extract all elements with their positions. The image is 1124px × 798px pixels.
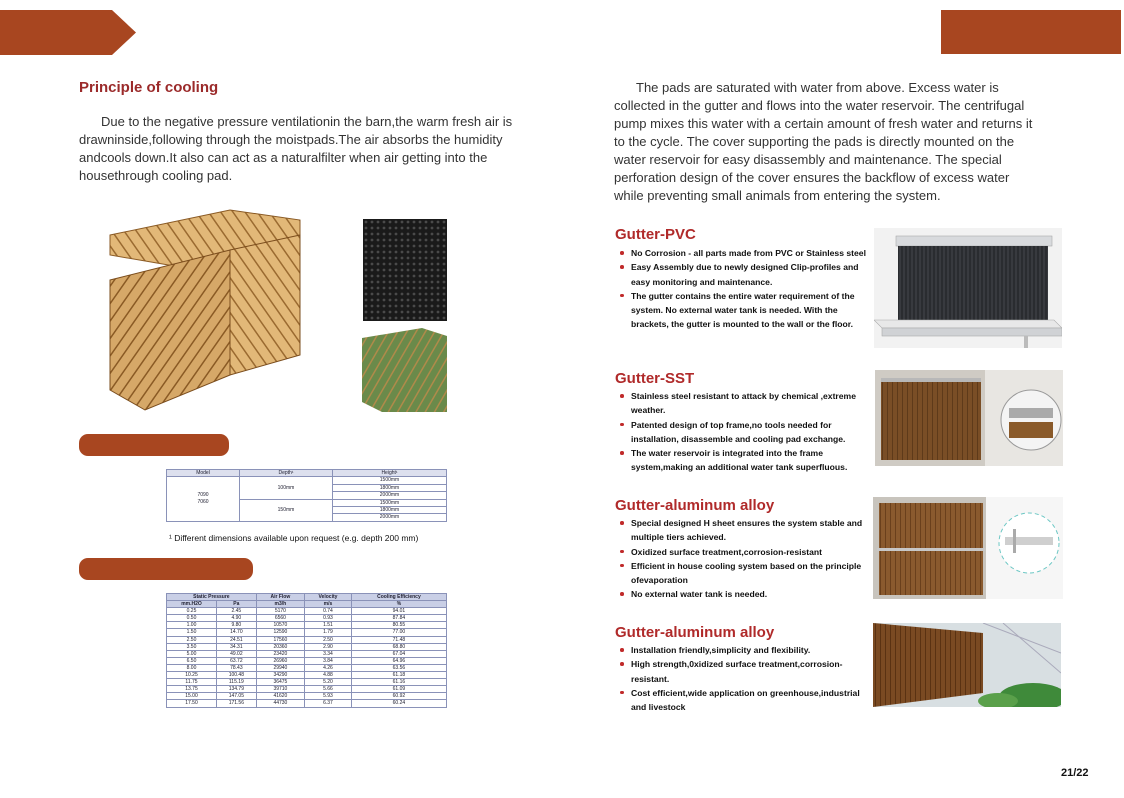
table-row (167, 679, 447, 686)
height-cell: 1500mm (333, 477, 447, 484)
table-cell: 24.51 (217, 636, 257, 643)
table-subheader: m/s (305, 601, 352, 608)
table-cell: 63.56 (351, 664, 446, 671)
table-cell: 6.37 (305, 700, 352, 707)
table-cell: 2.50 (305, 636, 352, 643)
list-item: Oxidized surface treatment,corrosion-resistant (615, 545, 877, 559)
table-cell: 5.20 (305, 679, 352, 686)
performance-table (166, 593, 447, 708)
table-cell: 39710 (256, 686, 304, 693)
table-cell: 78.43 (217, 664, 257, 671)
table-cell: 34290 (256, 672, 304, 679)
list-item: Easy Assembly due to newly designed Clip-profiles and easy monitoring and maintenance. (615, 260, 877, 289)
table-cell: 1.51 (305, 622, 352, 629)
table-cell: 0.25 (167, 608, 217, 615)
table-cell: 3.84 (305, 657, 352, 664)
table-cell: 147.05 (217, 693, 257, 700)
table-cell: 14.70 (217, 629, 257, 636)
left-banner-arrow (0, 10, 136, 55)
section-title-gutter-aluminum-2: Gutter-aluminum alloy (615, 624, 775, 641)
section-title-gutter-pvc: Gutter-PVC (615, 226, 696, 243)
principle-heading: Principle of cooling (79, 79, 219, 96)
table-cell: 17560 (256, 636, 304, 643)
table-cell: 94.01 (351, 608, 446, 615)
list-item: The water reservoir is integrated into the frame system,making an additional water tank superfluous. (615, 446, 877, 475)
spec-label-bar (79, 434, 229, 456)
table-cell: 44730 (256, 700, 304, 707)
table-row (167, 622, 447, 629)
list-item: Stainless steel resistant to attack by chemical ,extreme weather. (615, 389, 877, 418)
table-row (167, 664, 447, 671)
table-cell: 61.16 (351, 679, 446, 686)
gutter-sst-photo (875, 370, 1063, 466)
table-subheader: % (351, 601, 446, 608)
table-cell: 61.18 (351, 672, 446, 679)
table-cell: 5.93 (305, 693, 352, 700)
gutter-pvc-photo (874, 228, 1062, 348)
table-header: Static Pressure (167, 594, 257, 601)
gutter-pvc-bullets (615, 246, 877, 332)
table-header: Air Flow (256, 594, 304, 601)
table-header: Velocity (305, 594, 352, 601)
table-cell: 34.31 (217, 643, 257, 650)
table-cell: 12590 (256, 629, 304, 636)
table-row (167, 686, 447, 693)
page-number: 21/22 (1061, 767, 1089, 779)
table-row (167, 629, 447, 636)
table-cell: 29940 (256, 664, 304, 671)
table-cell: 20360 (256, 643, 304, 650)
table-header: Depth¹ (240, 470, 333, 477)
table-cell: 1.79 (305, 629, 352, 636)
gutter-aluminum-2-bullets (615, 643, 877, 714)
height-cell: 1800mm (333, 507, 447, 514)
table-cell: 13.75 (167, 686, 217, 693)
table-cell: 171.56 (217, 700, 257, 707)
table-cell: 5.00 (167, 650, 217, 657)
list-item: No external water tank is needed. (615, 587, 877, 601)
list-item: Special designed H sheet ensures the system stable and multiple tiers achieved. (615, 516, 877, 545)
table-subheader: m3/h (256, 601, 304, 608)
table-cell: 23420 (256, 650, 304, 657)
green-pad-sample (362, 328, 447, 412)
height-cell: 1800mm (333, 484, 447, 491)
table-cell: 49.02 (217, 650, 257, 657)
table-cell: 6.50 (167, 657, 217, 664)
table-cell: 10.25 (167, 672, 217, 679)
depth-cell: 150mm (240, 499, 333, 521)
table-cell: 9.80 (217, 622, 257, 629)
table-cell: 3.50 (167, 643, 217, 650)
performance-label-bar (79, 558, 253, 580)
table-cell: 4.26 (305, 664, 352, 671)
table-header: Cooling Efficiency (351, 594, 446, 601)
table-row (167, 608, 447, 615)
table-row (167, 657, 447, 664)
model-spec-table (166, 469, 447, 522)
cooling-pad-illustration (105, 205, 305, 415)
table-cell: 77.00 (351, 629, 446, 636)
table-cell: 5170 (256, 608, 304, 615)
table-subheader: mm.H2O (167, 601, 217, 608)
table-cell: 3.34 (305, 650, 352, 657)
table-cell: 26960 (256, 657, 304, 664)
table-cell: 87.84 (351, 615, 446, 622)
list-item: Efficient in house cooling system based on the principle ofevaporation (615, 559, 877, 588)
section-title-gutter-aluminum: Gutter-aluminum alloy (615, 497, 775, 514)
table-cell: 67.04 (351, 650, 446, 657)
table-cell: 41620 (256, 693, 304, 700)
table-cell: 60.92 (351, 693, 446, 700)
table-cell: 2.45 (217, 608, 257, 615)
table-cell: 68.80 (351, 643, 446, 650)
list-item: High strength,0xidized surface treatment,corrosion-resistant. (615, 657, 877, 686)
list-item: Cost efficient,wide application on greenhouse,industrial and livestock (615, 686, 877, 715)
table-cell: 6560 (256, 615, 304, 622)
depth-cell: 100mm (240, 477, 333, 499)
table-cell: 36475 (256, 679, 304, 686)
table-row (167, 615, 447, 622)
table-cell: 2.90 (305, 643, 352, 650)
table-subheader: Pa (217, 601, 257, 608)
table-cell: 0.74 (305, 608, 352, 615)
gutter-sst-bullets (615, 389, 877, 475)
table-cell: 2.50 (167, 636, 217, 643)
table-cell: 60.24 (351, 700, 446, 707)
table-header: Height¹ (333, 470, 447, 477)
table-header: Model (167, 470, 240, 477)
table-row (167, 643, 447, 650)
height-cell: 2000mm (333, 514, 447, 521)
greenhouse-photo (873, 623, 1061, 707)
table-row (167, 672, 447, 679)
list-item: Patented design of top frame,no tools needed for installation, disassemble and cooling pad exchange. (615, 418, 877, 447)
table-cell: 1.50 (167, 629, 217, 636)
list-item: The gutter contains the entire water requirement of the system. No external water tank is needed. With the brackets, the gutter is mounted to the wall or the floor. (615, 289, 877, 332)
table-cell: 80.55 (351, 622, 446, 629)
table-cell: 17.50 (167, 700, 217, 707)
table-cell: 15.00 (167, 693, 217, 700)
table-row (167, 693, 447, 700)
dimensions-footnote: ¹ Different dimensions available upon request (e.g. depth 200 mm) (169, 533, 419, 543)
table-cell: 0.93 (305, 615, 352, 622)
list-item: Installation friendly,simplicity and flexibility. (615, 643, 877, 657)
table-cell: 61.09 (351, 686, 446, 693)
list-item: No Corrosion - all parts made from PVC or Stainless steel (615, 246, 877, 260)
model-cell: 7090 7060 (167, 477, 240, 521)
height-cell: 1500mm (333, 499, 447, 506)
table-cell: 71.48 (351, 636, 446, 643)
table-cell: 1.00 (167, 622, 217, 629)
black-pad-sample (363, 219, 447, 321)
gutter-aluminum-photo (873, 497, 1063, 599)
table-cell: 115.19 (217, 679, 257, 686)
table-cell: 134.79 (217, 686, 257, 693)
principle-text: Due to the negative pressure ventilationin the barn,the warm fresh air is drawninside,following through the moistpads.The air absorbs the humidity andcools down.It also can act as a naturalfilter when air getting into the housethrough cooling pad. (79, 114, 513, 183)
table-cell: 11.75 (167, 679, 217, 686)
table-cell: 0.50 (167, 615, 217, 622)
right-banner (941, 10, 1121, 54)
table-cell: 100.48 (217, 672, 257, 679)
table-row (167, 650, 447, 657)
pads-description: The pads are saturated with water from above. Excess water is collected in the gutter and flows into the water reservoir. The centrifugal pump mixes this water with a certain amount of fresh water and returns it to the cycle. The cover supporting the pads is directly mounted on the water reservoir for easy disassembly and maintenance. The special perforation design of the cover ensures the backflow of excess water while preventing small animals from entering the system. (614, 80, 1033, 203)
table-row (167, 636, 447, 643)
table-cell: 64.96 (351, 657, 446, 664)
table-cell: 8.00 (167, 664, 217, 671)
table-cell: 63.72 (217, 657, 257, 664)
table-row (167, 700, 447, 707)
table-cell: 5.66 (305, 686, 352, 693)
table-cell: 4.90 (217, 615, 257, 622)
height-cell: 2000mm (333, 492, 447, 499)
gutter-aluminum-bullets (615, 516, 877, 602)
table-cell: 10570 (256, 622, 304, 629)
section-title-gutter-sst: Gutter-SST (615, 370, 695, 387)
table-cell: 4.88 (305, 672, 352, 679)
